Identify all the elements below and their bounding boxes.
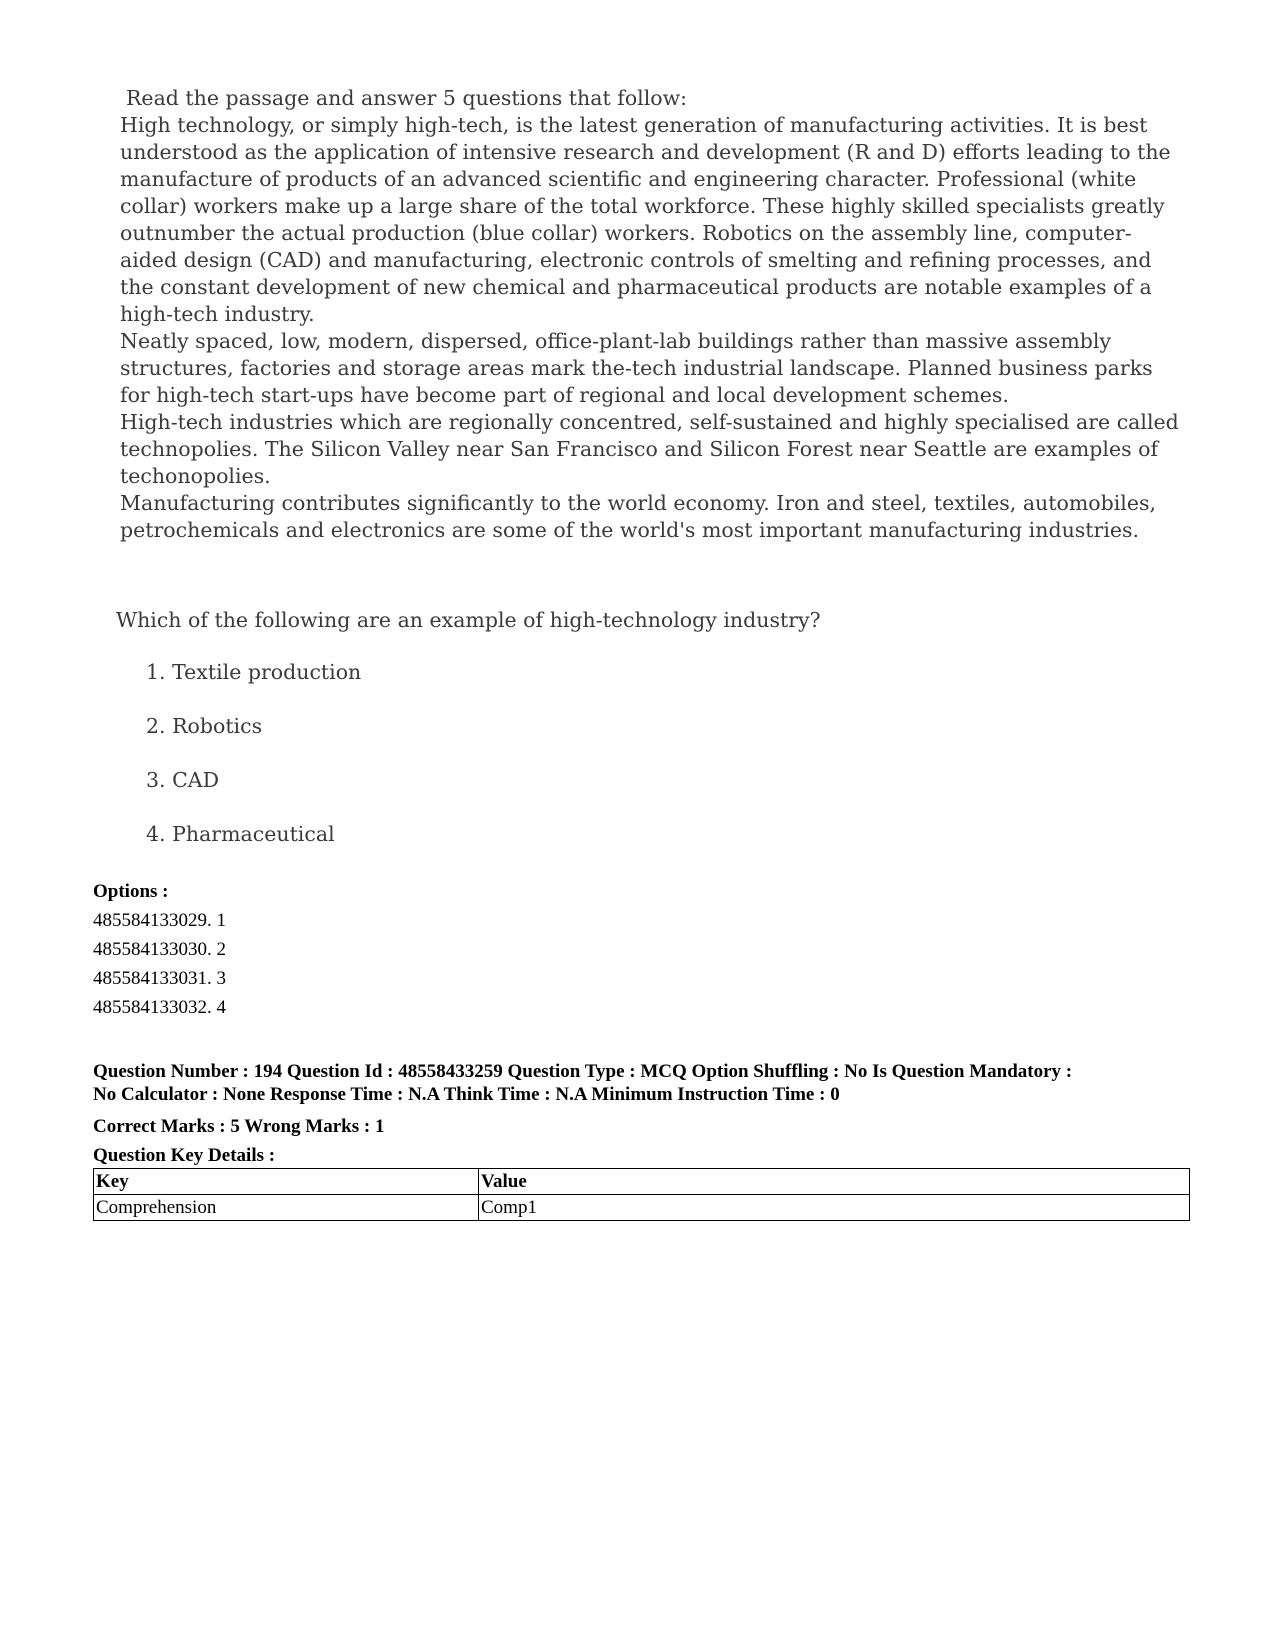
option-item: 485584133029. 1 (93, 910, 226, 931)
table-header-cell: Value (479, 1169, 1190, 1195)
question-choice: 2. Robotics (146, 714, 263, 738)
question-choice: 3. CAD (146, 768, 220, 792)
option-item: 485584133030. 2 (93, 939, 226, 960)
passage-image (120, 85, 1180, 544)
metadata-line: No Calculator : None Response Time : N.A Think Time : N.A Minimum Instruction Time : 0 (93, 1084, 840, 1105)
passage-paragraph: High-tech industries which are regionally concentred, self-sustained and highly specialised are called technopolies. The Silicon Valley near San Francisco and Silicon Forest near Seattle are examples of techonopolies. (120, 410, 1179, 488)
options-title: Options : (93, 881, 169, 902)
passage-intro: Read the passage and answer 5 questions that follow: (126, 86, 688, 110)
table-header-row (94, 1169, 1190, 1195)
option-item: 485584133032. 4 (93, 997, 226, 1018)
table-cell: Comprehension (94, 1195, 479, 1221)
question-metadata (93, 1060, 1193, 1170)
key-details-table (93, 1168, 1190, 1221)
options-list (93, 877, 226, 1022)
table-cell: Comp1 (479, 1195, 1190, 1221)
question-choice: 4. Pharmaceutical (146, 822, 335, 846)
table-header-cell: Key (94, 1169, 479, 1195)
table-row (94, 1195, 1190, 1221)
marks-line: Correct Marks : 5 Wrong Marks : 1 (93, 1116, 385, 1137)
question-image (116, 608, 916, 876)
metadata-line: Question Number : 194 Question Id : 48558433259 Question Type : MCQ Option Shuffling : No Is Question Mandatory : (93, 1061, 1073, 1082)
question-text: Which of the following are an example of high-technology industry? (116, 608, 821, 632)
passage-paragraph: High technology, or simply high-tech, is the latest generation of manufacturing activities. It is best understood as the application of intensive research and development (R and D) efforts leading to the manufacture of products of an advanced scientific and engineering character. Professional (white collar) workers make up a large share of the total workforce. These highly skilled specialists greatly outnumber the actual production (blue collar) workers. Robotics on the assembly line, computer-aided design (CAD) and manufacturing, electronic controls of smelting and refining processes, and the constant development of new chemical and pharmaceutical products are notable examples of a high-tech industry. (120, 113, 1171, 326)
passage-paragraph: Manufacturing contributes significantly to the world economy. Iron and steel, textiles, automobiles, petrochemicals and electronics are some of the world's most important manufacturing industries. (120, 491, 1157, 542)
passage-paragraph: Neatly spaced, low, modern, dispersed, office-plant-lab buildings rather than massive assembly structures, factories and storage areas mark the-tech industrial landscape. Planned business parks for high-tech start-ups have become part of regional and local development schemes. (120, 329, 1153, 407)
option-item: 485584133031. 3 (93, 968, 226, 989)
key-details-title: Question Key Details : (93, 1145, 276, 1166)
question-choice: 1. Textile production (146, 660, 362, 684)
